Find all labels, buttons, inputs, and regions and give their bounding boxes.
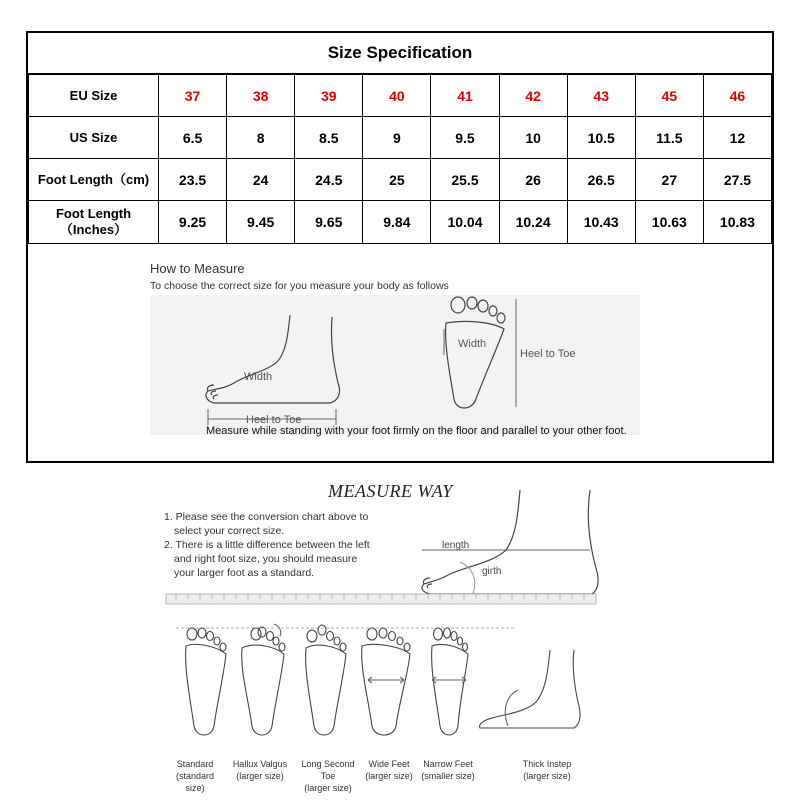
eu-cell: 39: [295, 75, 363, 117]
us-cell: 11.5: [635, 117, 703, 159]
row-label-eu: EU Size: [29, 75, 159, 117]
eu-cell: 46: [703, 75, 771, 117]
how-to-measure-title: How to Measure: [150, 261, 245, 276]
thick-instep-foot-icon: [480, 650, 580, 728]
foot-measure-illustration: [150, 295, 640, 425]
eu-cell: 38: [227, 75, 295, 117]
inch-cell: 10.83: [703, 201, 771, 244]
standard-foot-icon: [186, 628, 226, 735]
how-to-measure-caption: Measure while standing with your foot firmly on the floor and parallel to your other foot.: [206, 425, 627, 437]
measure-note-line: your larger foot as a standard.: [174, 567, 315, 579]
measure-note-line: 2. There is a little difference between the left: [164, 539, 370, 551]
heel-to-toe-label-side: Heel to Toe: [246, 414, 302, 425]
eu-cell: 40: [363, 75, 431, 117]
how-to-measure-subtitle: To choose the correct size for you measure your body as follows: [150, 280, 449, 292]
us-cell: 12: [703, 117, 771, 159]
us-cell: 6.5: [159, 117, 227, 159]
cm-cell: 23.5: [159, 159, 227, 201]
cm-cell: 27.5: [703, 159, 771, 201]
foot-type-note: (larger size): [365, 771, 413, 781]
measure-way-section: [160, 470, 620, 800]
eu-cell: 41: [431, 75, 499, 117]
foot-type-note: (standard size): [175, 771, 215, 793]
girth-label: girth: [482, 566, 502, 577]
narrow-feet-foot-icon: [432, 628, 468, 735]
us-cell: 10.5: [567, 117, 635, 159]
cm-cell: 24.5: [295, 159, 363, 201]
measure-way-illustration: [160, 470, 620, 760]
size-specification-panel: [26, 31, 774, 463]
row-label-us: US Size: [29, 117, 159, 159]
inch-cell: 10.04: [431, 201, 499, 244]
us-cell: 10: [499, 117, 567, 159]
measure-note-line: select your correct size.: [174, 525, 285, 537]
us-cell: 8.5: [295, 117, 363, 159]
us-cell: 9.5: [431, 117, 499, 159]
foot-type-note: (larger size): [523, 771, 571, 781]
us-cell: 8: [227, 117, 295, 159]
wide-feet-foot-icon: [362, 628, 410, 735]
heel-to-toe-label-top: Heel to Toe: [520, 348, 576, 360]
foot-type-name: Long Second Toe: [301, 759, 355, 781]
foot-length-inches-row: [29, 201, 772, 244]
girth-curve: [460, 562, 475, 596]
long-second-toe-label: [294, 758, 362, 794]
inch-cell: 10.63: [635, 201, 703, 244]
eu-cell: 45: [635, 75, 703, 117]
cm-cell: 25.5: [431, 159, 499, 201]
measure-way-title: MEASURE WAY: [328, 481, 453, 501]
standard-foot-label: [168, 758, 222, 794]
wide-feet-label: [362, 758, 416, 782]
us-size-row: [29, 117, 772, 159]
eu-cell: 42: [499, 75, 567, 117]
foot-type-name: Hallux Valgus: [232, 759, 288, 769]
us-cell: 9: [363, 117, 431, 159]
row-label-inches: Foot Length （Inches）: [29, 201, 159, 244]
cm-cell: 24: [227, 159, 295, 201]
foot-type-note: (smaller size): [421, 771, 475, 781]
inch-cell: 9.25: [159, 201, 227, 244]
foot-type-name: Thick Instep: [522, 759, 572, 769]
hallux-valgus-foot-icon: [242, 624, 285, 735]
inch-cell: 9.65: [295, 201, 363, 244]
footprint-icon: [446, 297, 505, 408]
thick-instep-label: [514, 758, 580, 782]
length-label: length: [442, 540, 470, 551]
eu-cell: 37: [159, 75, 227, 117]
foot-type-name: Standard: [176, 759, 214, 769]
foot-type-note: (larger size): [236, 771, 284, 781]
inch-cell: 9.84: [363, 201, 431, 244]
row-label-cm: Foot Length（cm): [29, 159, 159, 201]
hallux-valgus-label: [230, 758, 290, 782]
measure-note-line: and right foot size, you should measure: [174, 553, 358, 565]
narrow-feet-label: [418, 758, 478, 782]
foot-type-note: (larger size): [304, 783, 352, 793]
inch-cell: 10.24: [499, 201, 567, 244]
how-to-measure-section: [28, 243, 772, 461]
ruler-icon: [166, 594, 596, 604]
eu-size-row: [29, 75, 772, 117]
eu-cell: 43: [567, 75, 635, 117]
long-second-toe-foot-icon: [306, 625, 346, 735]
foot-length-cm-row: [29, 159, 772, 201]
width-label-top: Width: [458, 338, 487, 350]
cm-cell: 26: [499, 159, 567, 201]
measure-note-line: 1. Please see the conversion chart above to: [164, 511, 369, 523]
size-spec-title: Size Specification: [28, 33, 772, 74]
width-label-side: Width: [244, 371, 273, 383]
inch-cell: 9.45: [227, 201, 295, 244]
cm-cell: 25: [363, 159, 431, 201]
cm-cell: 26.5: [567, 159, 635, 201]
size-table: [28, 74, 772, 244]
cm-cell: 27: [635, 159, 703, 201]
foot-type-name: Narrow Feet: [423, 759, 473, 769]
side-foot-icon: [206, 315, 340, 403]
foot-type-name: Wide Feet: [368, 759, 410, 769]
inch-cell: 10.43: [567, 201, 635, 244]
